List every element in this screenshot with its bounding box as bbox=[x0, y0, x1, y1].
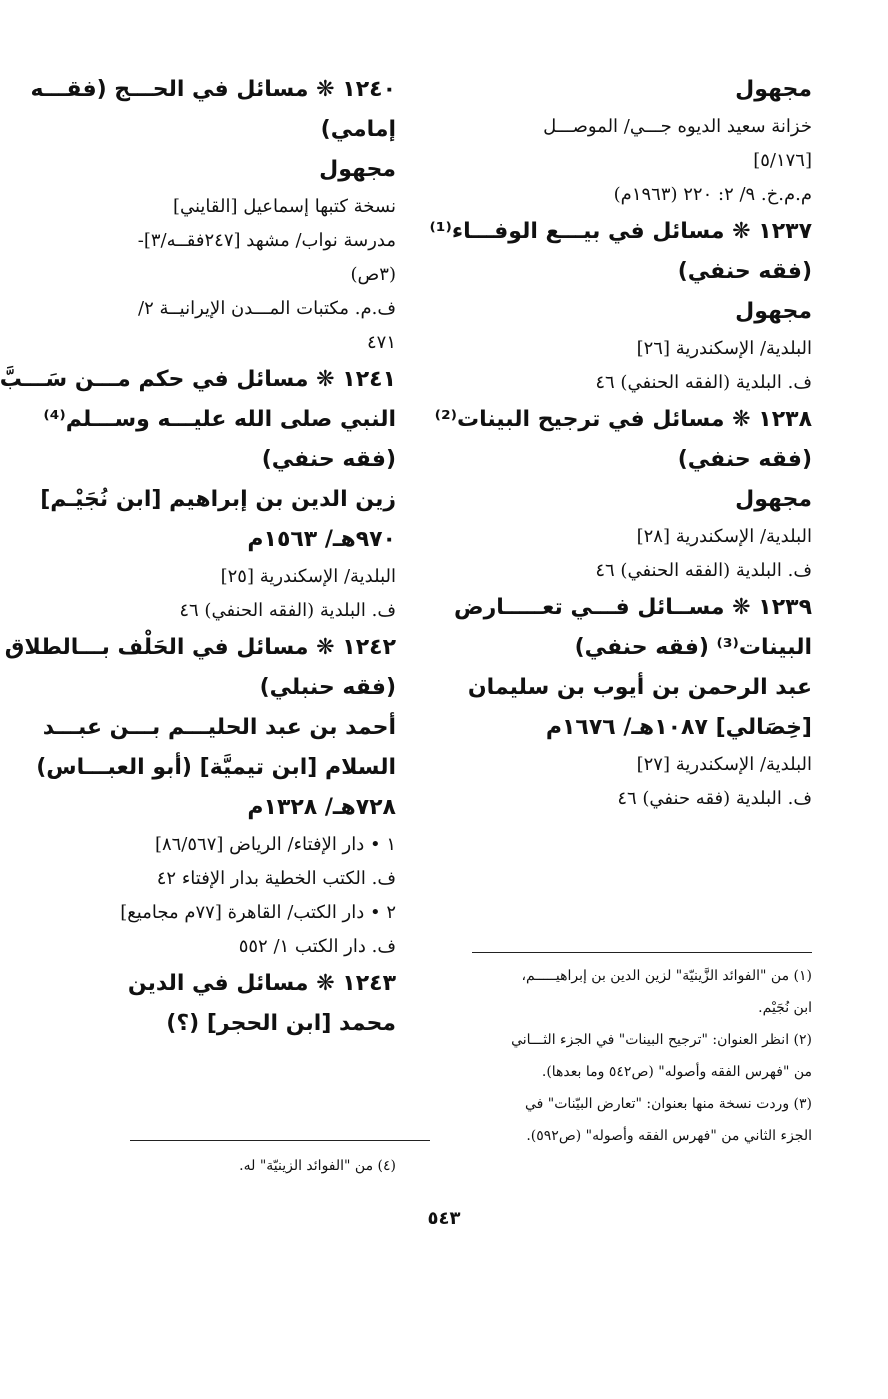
left-column-line: ف.م. مكتبات المـــدن الإيرانيــة ٢/ bbox=[138, 298, 396, 319]
footnotes-right bbox=[470, 960, 812, 1152]
footnote-line: (٤) من "الفوائد الزينيّة" له. bbox=[239, 1158, 396, 1174]
left-column-line: مجهول bbox=[319, 157, 396, 182]
right-column-line: ١٢٣٩ ❋ مســائل فـــي تعـــــارض bbox=[453, 595, 812, 620]
left-column-line: ف. الكتب الخطية بدار الإفتاء ٤٢ bbox=[156, 868, 396, 889]
left-column-line: البلدية/ الإسكندرية [٢٥] bbox=[220, 566, 396, 587]
footnote-line: الجزء الثاني من "فهرس الفقه وأصوله" (ص٥٩٢). bbox=[526, 1128, 812, 1144]
left-column-line: ١٢٤٣ ❋ مسائل في الدين bbox=[127, 971, 396, 996]
right-column-line: ف. البلدية (الفقه الحنفي) ٤٦ bbox=[595, 560, 812, 581]
footnote-line: (٣) وردت نسخة منها بعنوان: "تعارض البيّنات" في bbox=[524, 1096, 812, 1112]
left-column-line: ١ • دار الإفتاء/ الرياض [٨٦/٥٦٧] bbox=[154, 834, 396, 855]
left-column-line: زين الدين بن إبراهيم [ابن نُجَيْـم] bbox=[40, 487, 396, 512]
left-column-line: محمد [ابن الحجر] (؟) bbox=[166, 1011, 396, 1036]
right-column-line: [٥/١٧٦] bbox=[753, 150, 812, 171]
footnote-line: من "فهرس الفقه وأصوله" (ص٥٤٢ وما بعدها). bbox=[541, 1064, 812, 1080]
left-column-line: (فقه حنفي) bbox=[261, 447, 396, 472]
left-column-line: ٧٢٨هـ/ ١٣٢٨م bbox=[247, 795, 396, 820]
right-column-line: [خِصَالي] ١٠٨٧هـ/ ١٦٧٦م bbox=[545, 715, 812, 740]
left-column-line: نسخة كتبها إسماعيل [القايني] bbox=[172, 196, 396, 217]
right-column bbox=[429, 70, 812, 816]
footnote-separator-right bbox=[472, 952, 812, 953]
right-column-line: (فقه حنفي) bbox=[677, 447, 812, 472]
right-column-line: مجهول bbox=[735, 487, 812, 512]
right-column-line: عبد الرحمن بن أيوب بن سليمان bbox=[467, 675, 812, 700]
footnote-line: (١) من "الفوائد الزَّينيّة" لزين الدين بن إبراهيـــــم، bbox=[521, 968, 812, 984]
left-column bbox=[0, 70, 396, 1044]
left-column-line: (فقه حنبلي) bbox=[259, 675, 396, 700]
right-column-line: خزانة سعيد الديوه جـــي/ الموصـــل bbox=[543, 116, 812, 137]
left-column-line: ١٢٤٢ ❋ مسائل في الحَلْف بـــالطلاق bbox=[4, 635, 396, 660]
left-column-line: أحمد بن عبد الحليـــم بـــن عبـــد bbox=[42, 715, 396, 740]
right-column-line: ف. البلدية (فقه حنفي) ٤٦ bbox=[617, 788, 812, 809]
left-column-line: مدرسة نواب/ مشهد [٢٤٧فقــه/٣]- bbox=[137, 230, 396, 251]
left-column-line: ١٢٤١ ❋ مسائل في حكم مـــن سَـــبَّ bbox=[0, 367, 396, 392]
left-column-line: ٩٧٠هـ/ ١٥٦٣م bbox=[247, 527, 396, 552]
right-column-line: (فقه حنفي) bbox=[677, 259, 812, 284]
page-number: ٥٤٣ bbox=[427, 1208, 461, 1229]
right-column-line: البلدية/ الإسكندرية [٢٨] bbox=[636, 526, 812, 547]
left-column-line: ١٢٤٠ ❋ مسائل في الحـــج (فقـــه bbox=[30, 77, 396, 102]
left-column-line: السلام [ابن تيميَّة] (أبو العبـــاس) bbox=[36, 755, 396, 780]
right-column-line: ١٢٣٧ ❋ مسائل في بيـــع الوفـــاء⁽¹⁾ bbox=[429, 219, 812, 244]
right-column-line: البلدية/ الإسكندرية [٢٧] bbox=[636, 754, 812, 775]
left-column-line: النبي صلى الله عليـــه وســـلم⁽⁴⁾ bbox=[43, 407, 396, 432]
left-column-line: ف. البلدية (الفقه الحنفي) ٤٦ bbox=[179, 600, 396, 621]
right-column-line: ١٢٣٨ ❋ مسائل في ترجيح البينات⁽²⁾ bbox=[434, 407, 812, 432]
right-column-line: ف. البلدية (الفقه الحنفي) ٤٦ bbox=[595, 372, 812, 393]
right-column-line: مجهول bbox=[735, 299, 812, 324]
left-column-line: إمامي) bbox=[320, 117, 396, 142]
right-column-line: البلدية/ الإسكندرية [٢٦] bbox=[636, 338, 812, 359]
left-column-line: (٣ص) bbox=[350, 264, 396, 285]
footnote-separator-left bbox=[130, 1140, 430, 1141]
right-column-line: مجهول bbox=[735, 77, 812, 102]
left-column-line: ٢ • دار الكتب/ القاهرة [٧٧م مجاميع] bbox=[120, 902, 396, 923]
left-column-line: ف. دار الكتب ١/ ٥٥٢ bbox=[238, 936, 396, 957]
right-column-line: البينات⁽³⁾ (فقه حنفي) bbox=[574, 635, 812, 660]
right-column-line: م.م.خ. ٩/ ٢: ٢٢٠ (١٩٦٣م) bbox=[613, 184, 812, 205]
left-column-line: ٤٧١ bbox=[366, 332, 396, 353]
footnotes-left bbox=[96, 1150, 396, 1182]
footnote-line: (٢) انظر العنوان: "ترجيح البينات" في الجزء الثـــاني bbox=[511, 1032, 812, 1048]
footnote-line: ابن نُجَيْم. bbox=[758, 1000, 812, 1016]
